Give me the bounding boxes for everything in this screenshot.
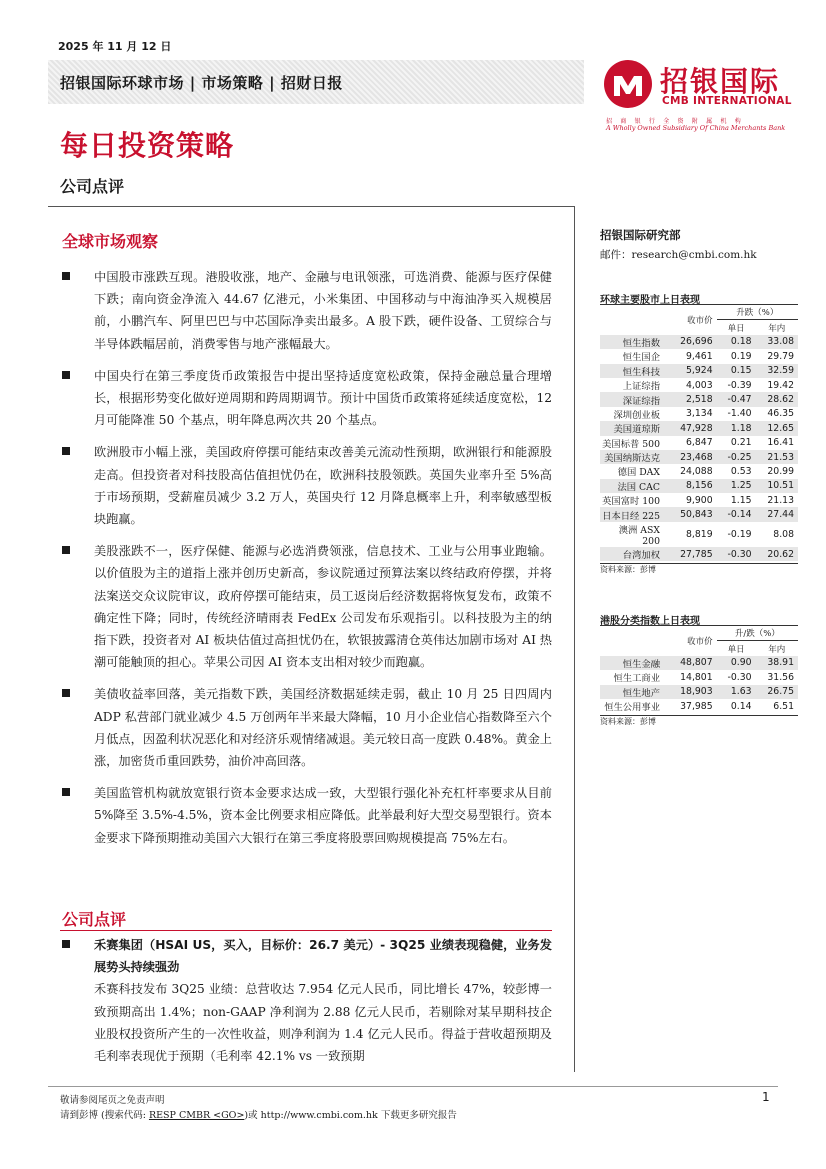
change-ytd: 38.91 — [756, 656, 798, 670]
global-market-table — [600, 304, 798, 575]
change-1d: -0.25 — [717, 450, 756, 464]
section-heading-company: 公司点评 — [62, 910, 127, 929]
index-name: 德国 DAX — [617, 467, 660, 479]
col-close: 收市价 — [687, 636, 713, 647]
close-value: 6,847 — [686, 437, 713, 449]
hk-sector-table — [600, 625, 798, 727]
change-1d: -0.39 — [727, 379, 752, 391]
change-1d: 0.18 — [717, 335, 756, 349]
change-1d: 1.25 — [717, 479, 756, 493]
page-subtitle: 公司点评 — [60, 177, 125, 196]
report-date: 2025 年 11 月 12 日 — [58, 40, 172, 53]
close-value: 18,903 — [666, 685, 717, 699]
logo-chinese: 招银国际 — [660, 65, 781, 98]
website-link[interactable]: http://www.cmbi.com.hk — [260, 1110, 378, 1121]
table-row — [600, 349, 798, 363]
bloomberg-code-link[interactable]: RESP CMBR <GO> — [148, 1110, 245, 1121]
change-1d: 1.63 — [717, 685, 756, 699]
change-1d: 1.18 — [717, 421, 756, 435]
bullet-item: 中国股市涨跌互现。港股收涨，地产、金融与电讯领涨，可选消费、能源与医疗保健下跌；南向资金净流入 44.67 亿港元，小米集团、中国移动与中海油净买入规模居前，小鹏汽车、阿里巴巴与中芯国际净卖出最多。A 股下跌，硬件设备、工贸综合与半导体跌幅居前，消费零售与地产涨幅最大。 — [60, 266, 552, 355]
table-row — [600, 479, 798, 493]
change-ytd: 10.51 — [756, 479, 798, 493]
change-1d: 0.90 — [717, 656, 756, 670]
source-note: 资料来源：彭博 — [600, 715, 798, 727]
section-rule — [60, 930, 552, 931]
table-row — [600, 547, 798, 561]
logo-subtitle-en: A Wholly Owned Subsidiary Of China Merchants Bank — [606, 124, 786, 132]
change-ytd: 31.56 — [767, 671, 794, 683]
col-change: 升跌（%） — [717, 305, 798, 320]
index-name: 上证综指 — [622, 381, 660, 393]
footer-rule — [48, 1086, 778, 1087]
table-row — [600, 464, 798, 478]
index-name: 恒生工商业 — [613, 673, 660, 685]
footer-prefix: 请到彭博 (搜索代码: — [60, 1110, 149, 1121]
table-row — [600, 378, 798, 392]
index-name: 恒生地产 — [600, 685, 666, 699]
table-row — [600, 335, 798, 349]
change-ytd: 32.59 — [756, 364, 798, 378]
change-1d: -1.40 — [727, 408, 752, 420]
close-value: 8,819 — [686, 528, 713, 540]
close-value: 3,134 — [686, 408, 713, 420]
table-row — [600, 685, 798, 699]
change-1d: 1.15 — [730, 494, 752, 506]
close-value: 50,843 — [666, 507, 717, 521]
index-name: 日本日经 225 — [600, 507, 666, 521]
index-name: 深证综指 — [600, 392, 666, 406]
change-ytd: 33.08 — [756, 335, 798, 349]
change-1d: 0.14 — [730, 700, 752, 712]
close-value: 9,900 — [686, 494, 713, 506]
index-name: 恒生国企 — [622, 352, 660, 364]
change-ytd: 21.13 — [767, 494, 794, 506]
company-headline: 禾赛集团（HSAI US，买入，目标价：26.7 美元）- 3Q25 业绩表现稳健，业务发展势头持续强劲 — [60, 934, 552, 978]
change-1d: -0.47 — [717, 392, 756, 406]
table-row — [600, 507, 798, 521]
page-title: 每日投资策略 — [60, 129, 235, 162]
change-ytd: 19.42 — [767, 379, 794, 391]
close-value: 48,807 — [666, 656, 717, 670]
email-link[interactable]: 邮件：research@cmbi.com.hk — [600, 249, 757, 261]
index-name: 恒生指数 — [600, 335, 666, 349]
table-row — [600, 699, 798, 713]
index-name: 恒生科技 — [600, 364, 666, 378]
table-row — [600, 450, 798, 464]
table-row — [600, 421, 798, 435]
table-row — [600, 436, 798, 450]
close-value: 9,461 — [686, 350, 713, 362]
company-paragraph: 禾赛科技发布 3Q25 业绩：总营收达 7.954 亿元人民币，同比增长 47%，较彭博一致预期高出 1.4%；non-GAAP 净利润为 2.88 亿元人民币，若剔除对某早期科技企业股权投资所产生的一次性收益，则净利润为 1.4 亿元人民币。得益于营收超预期及毛利率表现优于预期（毛利率 42.1% vs 一致预期 — [94, 982, 552, 1064]
change-ytd: 12.65 — [756, 421, 798, 435]
close-value: 37,985 — [680, 700, 713, 712]
company-review — [60, 934, 552, 1067]
footer-suffix: 下载更多研究报告 — [377, 1110, 457, 1121]
change-1d: 0.53 — [730, 465, 752, 477]
disclaimer: 敬请参阅尾页之免责声明 — [60, 1095, 165, 1106]
footer-bloomberg — [60, 1107, 457, 1121]
table-row — [600, 656, 798, 670]
close-value: 5,924 — [666, 364, 717, 378]
bullet-item: 中国央行在第三季度货币政策报告中提出坚持适度宽松政策，保持金融总量合理增长，根据形势变化做好逆周期和跨周期调节。预计中国货币政策将延续适度宽松，12 月可能降准 50 个基点，明年降息两次共 20 个基点。 — [60, 365, 552, 432]
change-1d: 0.21 — [730, 437, 752, 449]
col-close: 收市价 — [687, 315, 713, 326]
index-name: 恒生金融 — [600, 656, 666, 670]
change-1d: -0.30 — [727, 671, 752, 683]
col-1d: 单日 — [727, 644, 745, 655]
col-change: 升/跌（%） — [717, 626, 798, 641]
close-value: 26,696 — [666, 335, 717, 349]
index-name: 台湾加权 — [600, 547, 666, 561]
table-row — [600, 364, 798, 378]
bullet-item: 美股涨跌不一，医疗保健、能源与必选消费领涨，信息技术、工业与公用事业跑输。以价值股为主的道指上涨并创历史新高，参议院通过预算法案以终结政府停摆，并将法案送交众议院审议，政府停摆可能结束，员工返岗后经济数据将恢复发布，政策不确定性下降；同时，传统经济晴雨表 FedEx 公司发布乐观指引。以科技股为主的纳指下跌，投资者对 AI 板块估值过高担忧仍在，软银披露清仓英伟达加剧市场对 AI 热潮可能触顶的担心。苹果公司因 AI 资本支出相对较少而跑赢。 — [60, 540, 552, 673]
index-name: 英国富时 100 — [602, 496, 660, 508]
table-row — [600, 392, 798, 406]
close-value: 27,785 — [666, 547, 717, 561]
change-ytd: 28.62 — [756, 392, 798, 406]
change-ytd: 46.35 — [767, 408, 794, 420]
close-value: 8,156 — [666, 479, 717, 493]
global-table-title: 环球主要股市上日表现 — [600, 295, 700, 306]
change-1d: -0.30 — [717, 547, 756, 561]
change-ytd: 27.44 — [756, 507, 798, 521]
logo-english: CMB INTERNATIONAL — [662, 95, 792, 107]
footer-mid: )或 — [244, 1110, 261, 1121]
close-value: 47,928 — [666, 421, 717, 435]
table-row — [600, 670, 798, 684]
change-ytd: 16.41 — [767, 437, 794, 449]
logo-subtitle-cn: 招 商 银 行 全 资 附 属 机 构 — [606, 118, 744, 125]
index-name: 美国纳斯达克 — [600, 450, 666, 464]
change-1d: 0.15 — [717, 364, 756, 378]
change-ytd: 21.53 — [756, 450, 798, 464]
page-number: 1 — [762, 1090, 770, 1104]
table-row — [600, 407, 798, 421]
table-row — [600, 522, 798, 547]
banner-text: 招银国际环球市场 | 市场策略 | 招财日报 — [60, 74, 343, 92]
divider — [48, 206, 574, 207]
change-ytd: 6.51 — [773, 700, 794, 712]
bullet-item: 美国监管机构就放宽银行资本金要求达成一致，大型银行强化补充杠杆率要求从目前 5%降至 3.5%-4.5%，资本金比例要求相应降低。此举最利好大型交易型银行。资本金要求下降预期推动美国六大银行在第三季度将股票回购规模提高 75%左右。 — [60, 782, 552, 849]
close-value: 4,003 — [686, 379, 713, 391]
index-name: 澳洲 ASX 200 — [618, 524, 660, 547]
close-value: 23,468 — [666, 450, 717, 464]
change-1d: 0.19 — [730, 350, 752, 362]
close-value: 2,518 — [666, 392, 717, 406]
change-ytd: 20.62 — [756, 547, 798, 561]
table-row — [600, 493, 798, 507]
col-1d: 单日 — [727, 323, 745, 334]
cmbi-logo-icon — [604, 60, 652, 108]
change-ytd: 29.79 — [767, 350, 794, 362]
column-divider — [574, 206, 575, 1072]
research-dept: 招银国际研究部 — [600, 228, 681, 242]
index-name: 美国道琼斯 — [600, 421, 666, 435]
close-value: 14,801 — [680, 671, 713, 683]
change-1d: -0.14 — [717, 507, 756, 521]
global-bullets — [60, 266, 552, 859]
hk-table-title: 港股分类指数上日表现 — [600, 616, 700, 627]
index-name: 美国标普 500 — [602, 438, 660, 450]
bullet-item: 欧洲股市小幅上涨，美国政府停摆可能结束改善美元流动性预期，欧洲银行和能源股走高。但投资者对科技股高估值担忧仍在，欧洲科技股领跌。英国失业率升至 5%高于市场预期，受薪雇员减少 3.2 万人，英国央行 12 月降息概率上升，利率敏感型板块跑赢。 — [60, 441, 552, 530]
col-ytd: 年内 — [768, 323, 786, 334]
bullet-item: 美债收益率回落，美元指数下跌，美国经济数据延续走弱，截止 10 月 25 日四周内 ADP 私营部门就业减少 4.5 万创两年半来最大降幅，10 月小企业信心指数降至六个月低点，因盈利状况恶化和对经济乐观情绪减退。美元较日高一度跌 0.48%。黄金上涨，加密货币重回跌势，油价冲高回落。 — [60, 683, 552, 772]
change-ytd: 26.75 — [756, 685, 798, 699]
change-1d: -0.19 — [727, 528, 752, 540]
change-ytd: 20.99 — [767, 465, 794, 477]
section-heading-global: 全球市场观察 — [62, 232, 159, 251]
index-name: 深圳创业板 — [613, 409, 660, 421]
change-ytd: 8.08 — [773, 528, 794, 540]
close-value: 24,088 — [680, 465, 713, 477]
index-name: 法国 CAC — [600, 479, 666, 493]
source-note: 资料来源：彭博 — [600, 563, 798, 575]
col-ytd: 年内 — [768, 644, 786, 655]
index-name: 恒生公用事业 — [604, 702, 660, 714]
